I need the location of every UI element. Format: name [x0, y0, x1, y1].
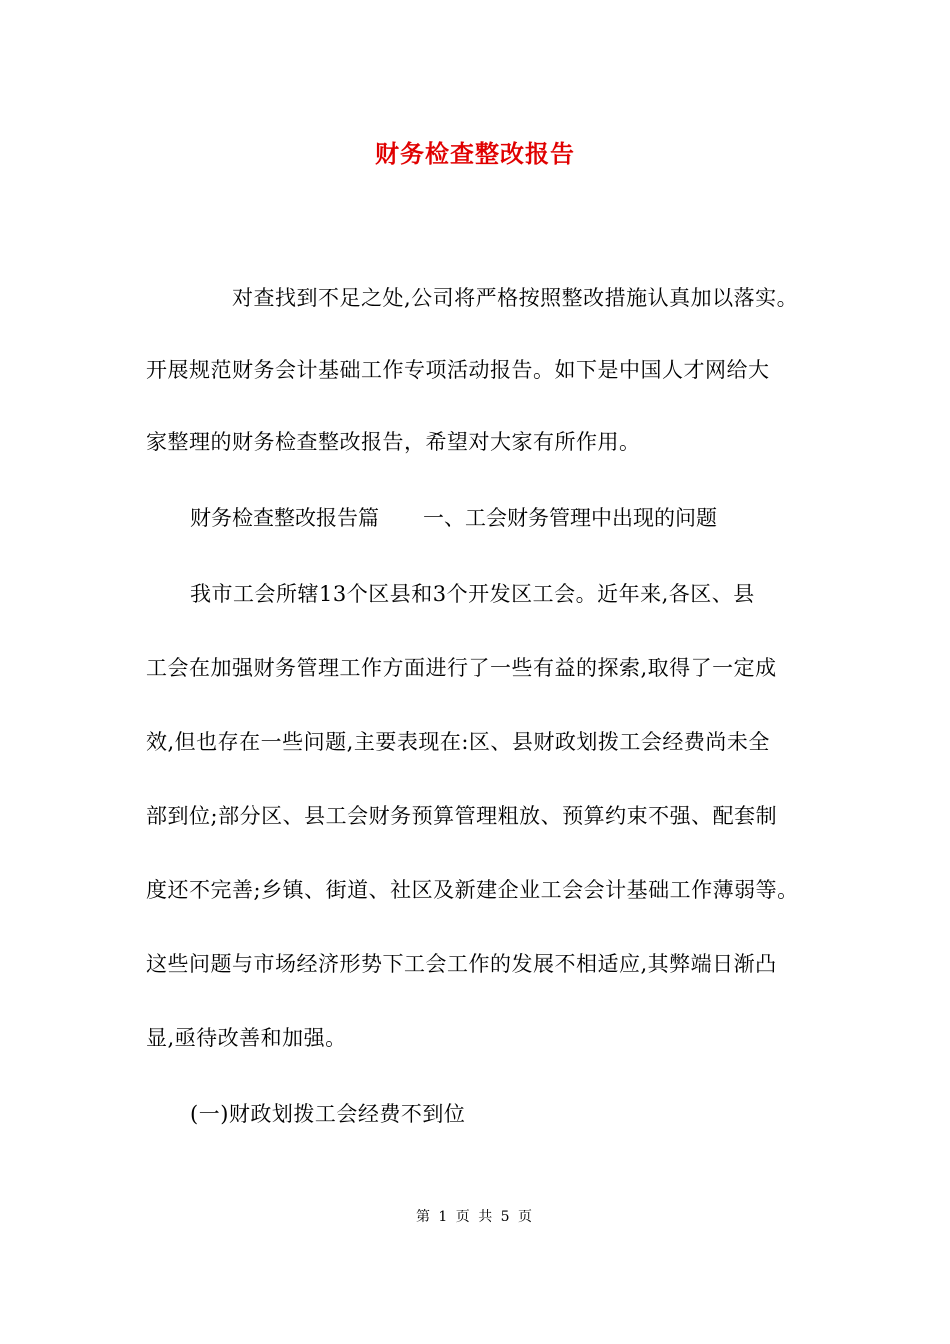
- body-line-1: 我市工会所辖13个区县和3个开发区工会。近年来,各区、县: [190, 582, 755, 606]
- page-number: 第 1 页 共 5 页: [415, 1209, 535, 1225]
- section-heading-row: [190, 500, 830, 536]
- body-line-7: 显,亟待改善和加强。: [146, 1026, 347, 1050]
- body-line-2: 工会在加强财务管理工作方面进行了一些有益的探索,取得了一定成: [146, 656, 777, 680]
- intro-line-1: 对查找到不足之处,公司将严格按照整改措施认真加以落实。: [232, 286, 799, 310]
- subheading: (一)财政划拨工会经费不到位: [190, 1102, 466, 1126]
- document-title: 财务检查整改报告: [375, 139, 575, 168]
- body-line-4: 部到位;部分区、县工会财务预算管理粗放、预算约束不强、配套制: [146, 804, 778, 828]
- section-label: 财务检查整改报告篇: [190, 506, 379, 530]
- intro-line-3: 家整理的财务检查整改报告，希望对大家有所作用。: [146, 430, 641, 454]
- body-line-6: 这些问题与市场经济形势下工会工作的发展不相适应,其弊端日渐凸: [146, 952, 777, 976]
- section-heading: 一、工会财务管理中出现的问题: [423, 506, 717, 530]
- body-line-5: 度还不完善;乡镇、街道、社区及新建企业工会会计基础工作薄弱等。: [146, 878, 799, 902]
- body-line-3: 效,但也存在一些问题,主要表现在:区、县财政划拨工会经费尚未全: [146, 730, 770, 754]
- intro-line-2: 开展规范财务会计基础工作专项活动报告。如下是中国人才网给大: [146, 358, 770, 382]
